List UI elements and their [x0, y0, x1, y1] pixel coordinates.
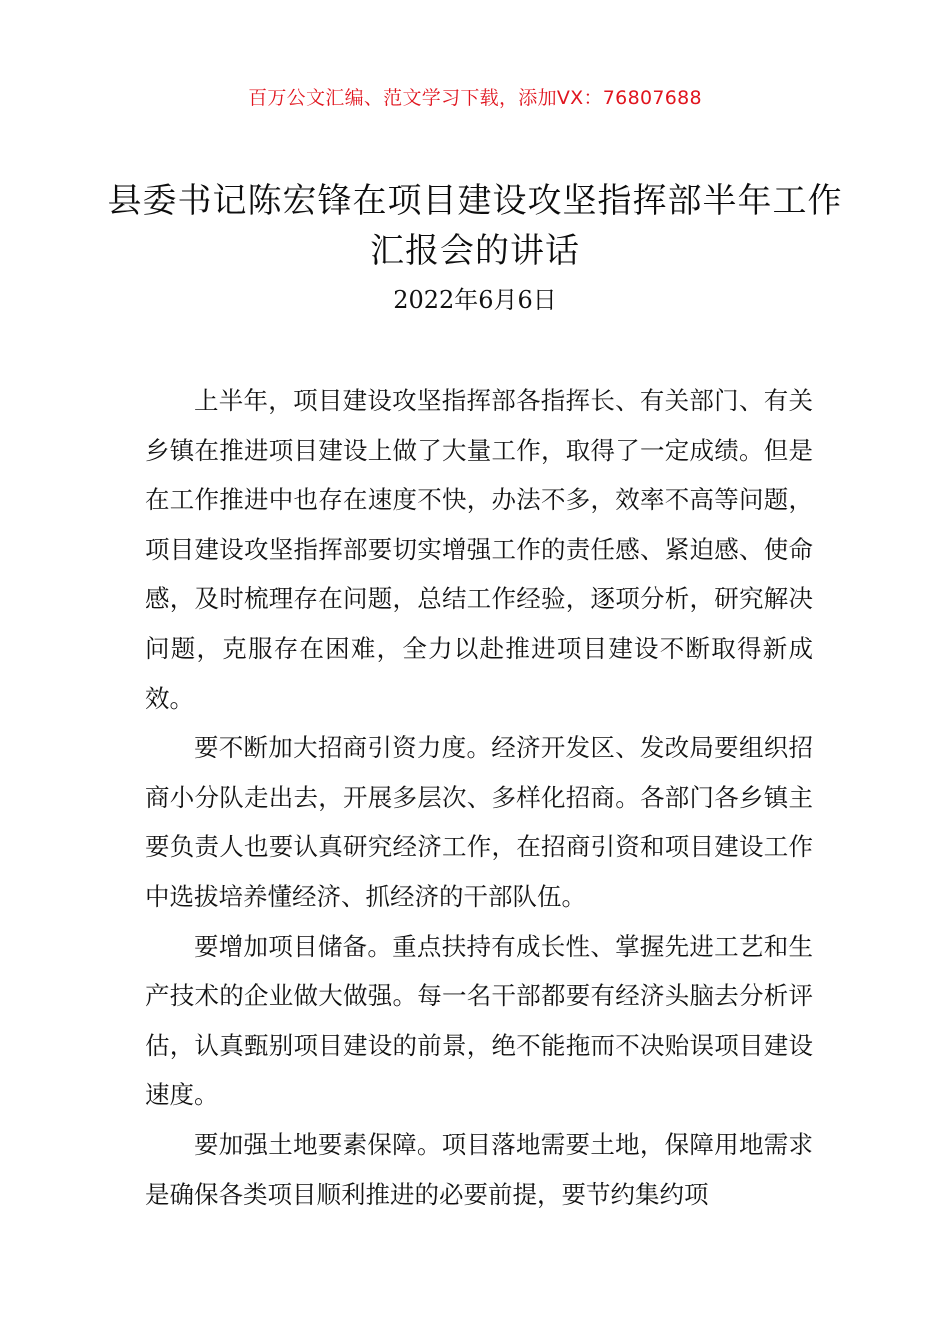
paragraph: 要不断加大招商引资力度。经济开发区、发改局要组织招商小分队走出去，开展多层次、多样化招商。各部门各乡镇主要负责人也要认真研究经济工作，在招商引资和项目建设工作中选拔培养懂经济、抓经济的干部队伍。 [145, 733, 813, 911]
document-date: 2022年6月6日 [393, 286, 557, 314]
paragraph: 要加强土地要素保障。项目落地需要土地，保障用地需求是确保各类项目顺利推进的必要前提，要节约集约项 [145, 1129, 813, 1209]
promo-banner: 百万公文汇编、范文学习下载，添加VX：76807688 [248, 87, 702, 109]
document-body [145, 376, 813, 1219]
paragraph: 要增加项目储备。重点扶持有成长性、掌握先进工艺和生产技术的企业做大做强。每一名干部都要有经济头脑去分析评估，认真甄别项目建设的前景，绝不能拖而不决贻误项目建设速度。 [145, 931, 813, 1110]
document-title: 县委书记陈宏锋在项目建设攻坚指挥部半年工作汇报会的讲话 [107, 181, 843, 271]
paragraph: 上半年，项目建设攻坚指挥部各指挥长、有关部门、有关乡镇在推进项目建设上做了大量工作，取得了一定成绩。但是在工作推进中也存在速度不快，办法不多，效率不高等问题，项目建设攻坚指挥部要切实增强工作的责任感、紧迫感、使命感，及时梳理存在问题，总结工作经验，逐项分析，研究解决问题，克服存在困难，全力以赴推进项目建设不断取得新成效。 [145, 386, 813, 713]
